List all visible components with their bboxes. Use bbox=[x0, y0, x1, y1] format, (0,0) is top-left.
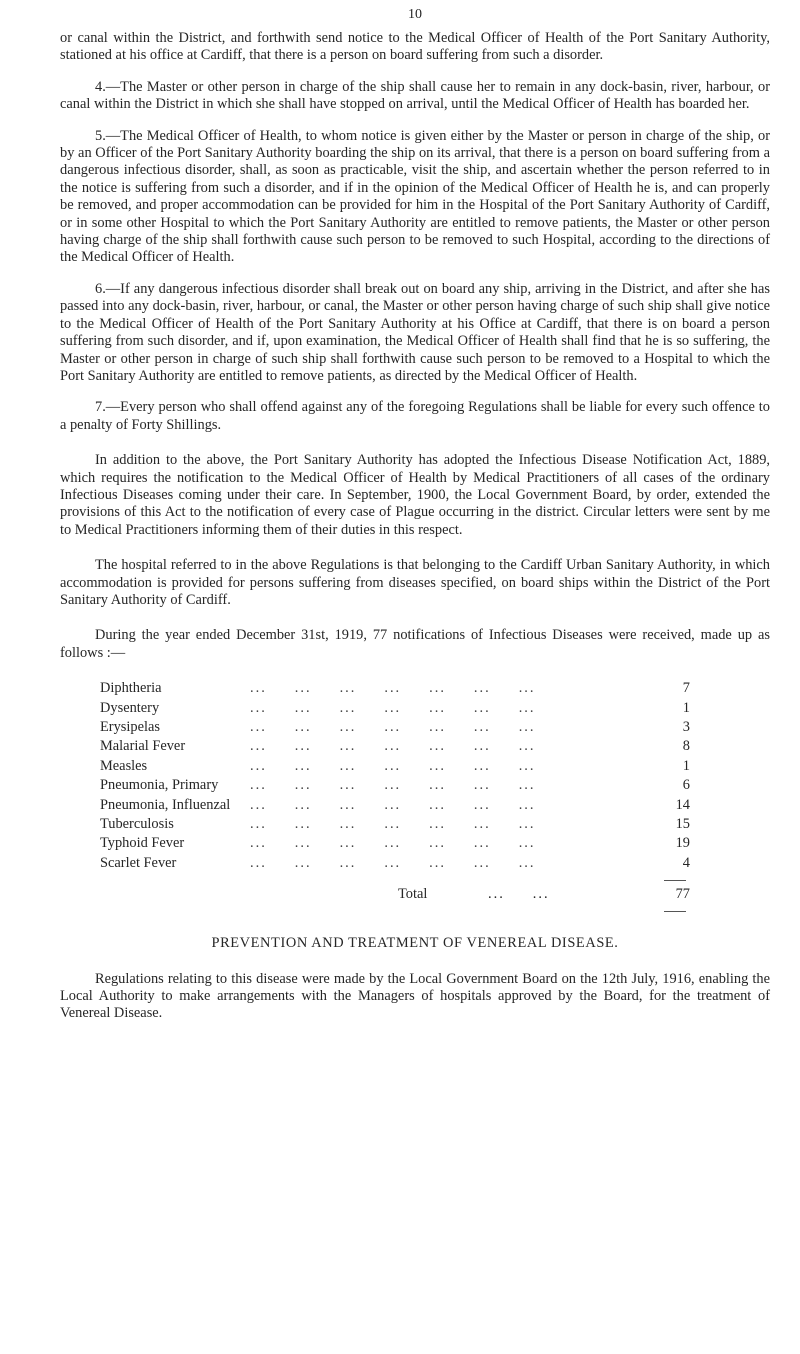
disease-name: Pneumonia, Influenzal bbox=[100, 796, 231, 813]
paragraph-intro: or canal within the District, and forthwith send notice to the Medical Officer of Health of the Port Sanitary Authority, stationed at his office at Cardiff, that there is a person on board suffering from such a disorder. bbox=[60, 30, 770, 64]
table-row: Pneumonia, Influenzal ... ... ... ... ... ... ... 14 bbox=[100, 796, 690, 813]
paragraph-notification-act: In addition to the above, the Port Sanitary Authority has adopted the Infectious Disease Notification Act, 1889, which requires the notification to the Medical Officer of Health by Medical Practitioners of all cases of the ordinary Infectious Diseases coming under their care. In September, 1900, the Local Government Board, by order, extended the provisions of this Act to the notification of every case of Plague occurring in the district. Circular letters were sent by me to Medical Practitioners informing them of their duties in this respect. bbox=[60, 452, 770, 538]
table-row: Pneumonia, Primary ... ... ... ... ... ... ... 6 bbox=[100, 777, 690, 794]
disease-name: Malarial Fever bbox=[100, 738, 186, 755]
paragraph-regulation-6: 6.—If any dangerous infectious disorder shall break out on board any ship, arriving in the District, and after she has passed into any dock-basin, river, harbour, or canal, the Master or other person having charge of such ship shall give notice to the Medical Officer of Health of the Port Sanitary Authority at his Office at Cardiff, that there is on board a person suffering from such disorder, and if, upon examination, the Medical Officer of Health shall find that he is so suffering, the Master or other person in charge of such ship shall forthwith cause such person to be removed to a Hospital to which the Port Sanitary Authority are entitled to remove patients, as directed by the Medical Officer of Health. bbox=[60, 280, 770, 384]
disease-name: Scarlet Fever bbox=[100, 854, 177, 871]
disease-name: Dysentery bbox=[100, 699, 160, 716]
total-label: Total bbox=[398, 886, 428, 903]
section-heading: PREVENTION AND TREATMENT OF VENEREAL DISEASE. bbox=[211, 935, 619, 952]
table-row: Measles ... ... ... ... ... ... ... 1 bbox=[100, 757, 690, 774]
total-row: Total ... ... 77 bbox=[398, 886, 690, 903]
disease-count: 19 bbox=[675, 835, 690, 852]
disease-name: Pneumonia, Primary bbox=[100, 777, 219, 794]
disease-count: 1 bbox=[682, 757, 690, 774]
table-row: Malarial Fever ... ... ... ... ... ... ... 8 bbox=[100, 738, 690, 755]
table-row: Erysipelas ... ... ... ... ... ... ... 3 bbox=[100, 718, 690, 735]
total-rule-bottom bbox=[100, 905, 690, 917]
paragraph-regulation-7: 7.—Every person who shall offend against any of the foregoing Regulations shall be liable for every such offence to a penalty of Forty Shillings. bbox=[60, 399, 770, 433]
paragraph-hospital: The hospital referred to in the above Regulations is that belonging to the Cardiff Urban Sanitary Authority, in which accommodation is provided for persons suffering from diseases specified, on board ships within the District of the Port Sanitary Authority of Cardiff. bbox=[60, 557, 770, 608]
total-value: 77 bbox=[675, 886, 690, 903]
disease-count: 1 bbox=[682, 699, 690, 716]
paragraph-notifications-summary: During the year ended December 31st, 1919, 77 notifications of Infectious Diseases were received, made up as follows :— bbox=[60, 627, 770, 661]
disease-name: Erysipelas bbox=[100, 718, 160, 735]
total-rule-top bbox=[100, 874, 690, 886]
notifications-table bbox=[100, 680, 690, 917]
disease-count: 7 bbox=[682, 680, 690, 697]
disease-count: 6 bbox=[682, 777, 690, 794]
disease-name: Measles bbox=[100, 757, 148, 774]
disease-count: 3 bbox=[682, 718, 690, 735]
disease-count: 4 bbox=[682, 854, 690, 871]
disease-name: Tuberculosis bbox=[100, 815, 174, 832]
disease-name: Typhoid Fever bbox=[100, 835, 185, 852]
table-row: Diphtheria ... ... ... ... ... ... ... 7 bbox=[100, 680, 690, 697]
disease-name: Diphtheria bbox=[100, 680, 162, 697]
document-page bbox=[60, 6, 770, 1023]
disease-count: 15 bbox=[675, 815, 690, 832]
page-number: 10 bbox=[408, 7, 422, 22]
table-row: Dysentery ... ... ... ... ... ... ... 1 bbox=[100, 699, 690, 716]
disease-count: 14 bbox=[675, 796, 690, 813]
disease-count: 8 bbox=[682, 738, 690, 755]
paragraph-regulation-4: 4.—The Master or other person in charge of the ship shall cause her to remain in any dock-basin, river, harbour, or canal within the District in which she shall have stopped on arrival, until the Medical Officer of Health has boarded her. bbox=[60, 78, 770, 113]
table-row: Scarlet Fever ... ... ... ... ... ... ... 4 bbox=[100, 854, 690, 871]
table-row: Typhoid Fever ... ... ... ... ... ... ... 19 bbox=[100, 835, 690, 852]
table-row: Tuberculosis ... ... ... ... ... ... ... 15 bbox=[100, 815, 690, 832]
paragraph-venereal-regulations: Regulations relating to this disease were made by the Local Government Board on the 12th July, 1916, enabling the Local Authority to make arrangements with the Managers of hospitals approved by the Board, for the treatment of Venereal Disease. bbox=[60, 970, 770, 1022]
paragraph-regulation-5: 5.—The Medical Officer of Health, to whom notice is given either by the Master or person in charge of the ship, or by an Officer of the Port Sanitary Authority boarding the ship on its arrival, that there is a person on board suffering from a dangerous infectious disorder, shall, as soon as practicable, visit the ship, and ascertain whether the person referred to in the notice is suffering from such a disorder, and if in the opinion of the Medical Officer of Health he is, and can properly be removed, and proper accommodation can be provided for him in the Hospital of the Port Sanitary Authority of Cardiff, or in some other Hospital to which the Port Sanitary Authority are entitled to remove patients, the Master or other person having charge of the ship shall forthwith cause such person to be removed to such Hospital, according to the directions of the Medical Officer of Health. bbox=[60, 127, 770, 266]
